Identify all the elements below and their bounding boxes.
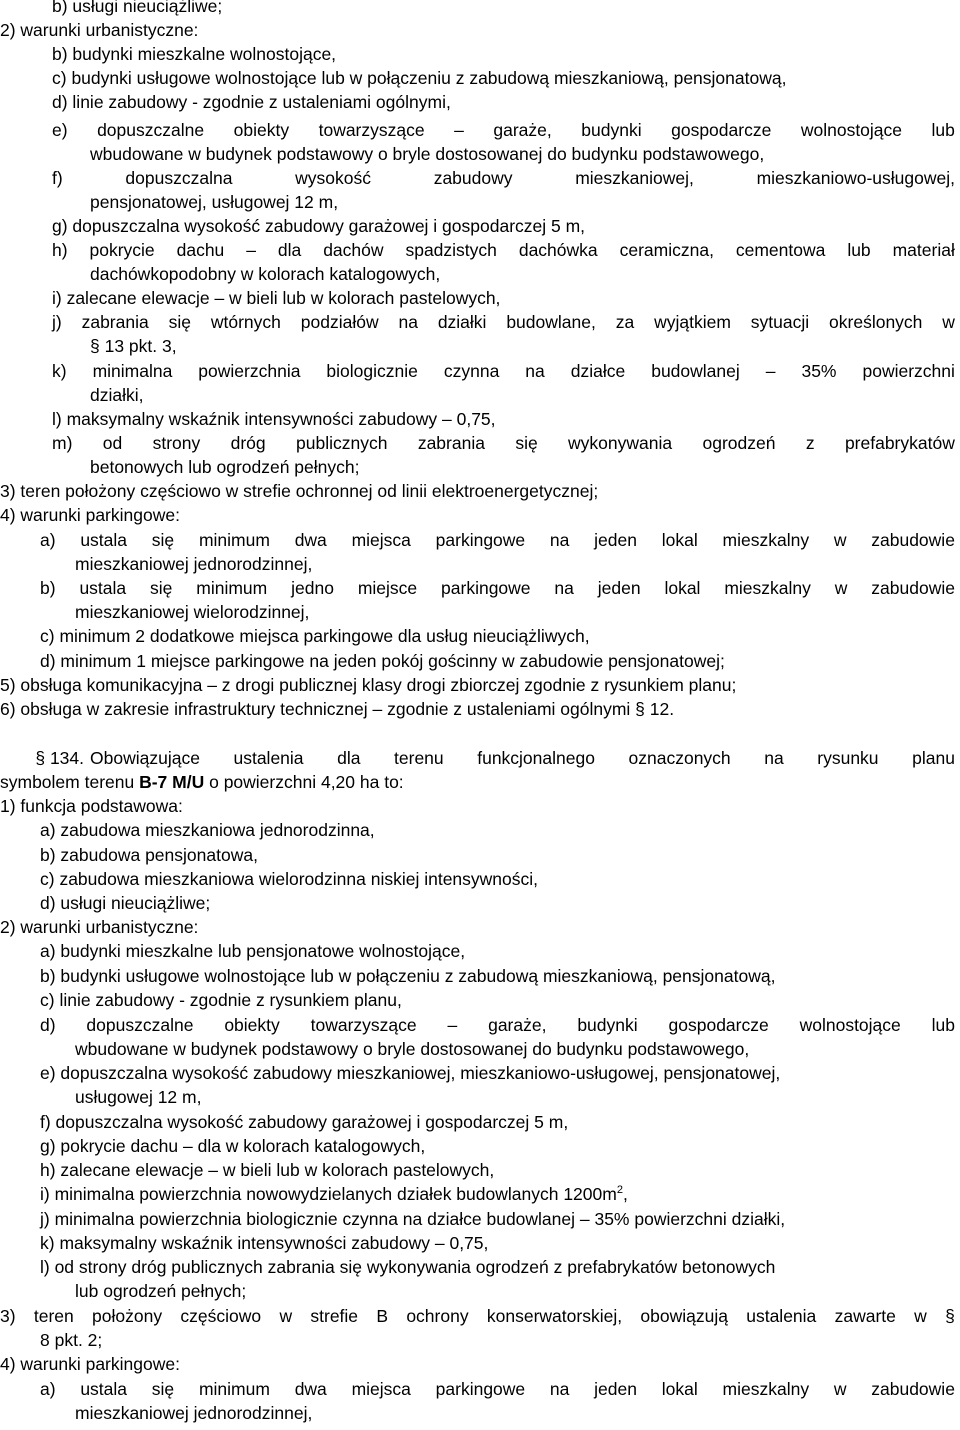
text-line: dachówkopodobny w kolorach katalogowych, [90, 264, 441, 284]
word: lub [931, 120, 955, 140]
text-line: d) minimum 1 miejsce parkingowe na jeden pokój gościnny w zabudowie pensjonatowej; [40, 651, 725, 671]
word: się [151, 1379, 175, 1399]
text-line: a) budynki mieszkalne lub pensjonatowe wolnostojące, [40, 941, 466, 961]
text-line: b) budynki usługowe wolnostojące lub w połączeniu z zabudową mieszkaniową, pensjonatową, [40, 966, 776, 986]
word: lokal [661, 1379, 698, 1399]
zone-symbol: B-7 M/U [139, 772, 205, 792]
text-line: k) maksymalny wskaźnik intensywności zabudowy – 0,75, [40, 1233, 489, 1253]
text-line: g) pokrycie dachu – dla w kolorach katalogowych, [40, 1136, 426, 1156]
text-line [0, 1305, 955, 1327]
word: lub [931, 1015, 955, 1035]
text-line: działki, [90, 385, 144, 405]
word: planu [912, 748, 955, 768]
word: budowlane, [506, 312, 596, 332]
word: wolnostojące [799, 1015, 901, 1035]
word: zabrania [417, 433, 485, 453]
word: zabudowie [871, 578, 955, 598]
text-line: e) dopuszczalna wysokość zabudowy mieszkaniowej, mieszkaniowo-usługowej, pensjonatowej, [40, 1063, 781, 1083]
text-segment: i) minimalna powierzchnia nowowydzielanych działek budowlanych 1200m [40, 1184, 617, 1204]
word: oznaczonych [628, 748, 731, 768]
word: a) [40, 530, 56, 550]
word: wolnostojące [800, 120, 903, 140]
word: strefie [310, 1306, 359, 1326]
word: ochrony [406, 1306, 469, 1326]
text-line: 5) obsługa komunikacyjna – z drogi publicznej klasy drogi zbiorczej zgodnie z rysunkiem planu; [0, 675, 737, 695]
word: 35% [801, 361, 837, 381]
text-line [52, 311, 955, 333]
word: m) [52, 433, 73, 453]
text-line: b) budynki mieszkalne wolnostojące, [52, 44, 337, 64]
word: j) [52, 312, 62, 332]
text-line: 6) obsługa w zakresie infrastruktury technicznej – zgodnie z ustaleniami ogólnymi § 12. [0, 699, 675, 719]
word: § [945, 1306, 955, 1326]
section-heading [0, 747, 955, 769]
word: na [764, 748, 784, 768]
text-line: i) zalecane elewacje – w bieli lub w kolorach pastelowych, [52, 288, 501, 308]
word: mieszkalny [722, 530, 810, 550]
word: działce [570, 361, 626, 381]
word: w [834, 578, 848, 598]
word: 3) [0, 1306, 16, 1326]
word: budynki [577, 1015, 638, 1035]
word: wysokość [295, 168, 371, 188]
word: gospodarcze [671, 120, 772, 140]
word: na [398, 312, 418, 332]
text-line: d) linie zabudowy - zgodnie z ustaleniami ogólnymi, [52, 92, 451, 112]
text-line: g) dopuszczalna wysokość zabudowy garażowej i gospodarczej 5 m, [52, 216, 586, 236]
word: z [805, 433, 815, 453]
text-line [52, 167, 955, 189]
word: w [279, 1306, 293, 1326]
word: jeden [597, 578, 641, 598]
word: dróg [230, 433, 266, 453]
word: h) [52, 240, 68, 260]
word: strony [152, 433, 201, 453]
text-line: 4) warunki parkingowe: [0, 505, 180, 525]
word: częściowo [180, 1306, 262, 1326]
text-line: h) zalecane elewacje – w bieli lub w kolorach pastelowych, [40, 1160, 495, 1180]
word: wyjątkiem [654, 312, 731, 332]
word: powierzchni [862, 361, 955, 381]
word: zabudowy [433, 168, 513, 188]
word: dwa [294, 530, 327, 550]
word: d) [40, 1015, 56, 1035]
word: zabudowie [871, 1379, 955, 1399]
word: b) [40, 578, 56, 598]
word: teren [33, 1306, 74, 1326]
text-line [52, 360, 955, 382]
word: jeden [594, 530, 637, 550]
word: położony [92, 1306, 163, 1326]
word: obiekty [233, 120, 290, 140]
text-line: § 13 pkt. 3, [90, 336, 177, 356]
word: czynna [443, 361, 500, 381]
text-line: usługowej 12 m, [75, 1087, 202, 1107]
word: w [942, 312, 955, 332]
text-line: l) od strony dróg publicznych zabrania się wykonywania ogrodzeń z prefabrykatów betonowych [40, 1257, 776, 1277]
word: podziałów [300, 312, 379, 332]
text-line: 3) teren położony częściowo w strefie ochronnej od linii elektroenergetycznej; [0, 481, 599, 501]
word: się [150, 578, 173, 598]
word: na [525, 361, 545, 381]
word: jeden [594, 1379, 637, 1399]
word: a) [40, 1379, 56, 1399]
word: spadzistych [405, 240, 497, 260]
word: jedno [291, 578, 334, 598]
text-line: 2) warunki urbanistyczne: [0, 917, 199, 937]
text-line [40, 1014, 955, 1036]
text-line: a) zabudowa mieszkaniowa jednorodzinna, [40, 820, 375, 840]
section-intro [90, 747, 955, 769]
text-line [40, 577, 955, 599]
word: zabudowie [871, 530, 955, 550]
text-line: c) zabudowa mieszkaniowa wielorodzinna niskiej intensywności, [40, 869, 539, 889]
word: ceramiczna, [619, 240, 714, 260]
word: dla [337, 748, 361, 768]
word: parkingowe [435, 530, 526, 550]
word: dopuszczalna [125, 168, 233, 188]
word: powierzchnia [198, 361, 301, 381]
text-line: j) minimalna powierzchnia biologicznie czynna na działce budowlanej – 35% powierzchni działki, [40, 1209, 786, 1229]
text-line: b) zabudowa pensjonatowa, [40, 845, 258, 865]
text-line: lub ogrodzeń pełnych; [75, 1281, 247, 1301]
word: minimum [198, 530, 270, 550]
text-line: c) minimum 2 dodatkowe miejsca parkingowe dla usług nieuciążliwych, [40, 626, 590, 646]
word: – [447, 1015, 458, 1035]
word: materiał [892, 240, 955, 260]
text-line: wbudowane w budynek podstawowy o bryle dostosowanej do budynku podstawowego, [90, 144, 765, 164]
text-line [52, 432, 955, 454]
word: na [554, 578, 574, 598]
word: zabrania [81, 312, 149, 332]
text-line: c) linie zabudowy - zgodnie z rysunkiem planu, [40, 990, 402, 1010]
text-line [40, 529, 955, 551]
word: pokrycie [89, 240, 155, 260]
word: określonych [829, 312, 923, 332]
text-line: l) maksymalny wskaźnik intensywności zabudowy – 0,75, [52, 409, 496, 429]
word: parkingowe [435, 1379, 526, 1399]
word: lokal [661, 530, 698, 550]
word: B [376, 1306, 389, 1326]
word: miejsca [351, 530, 411, 550]
text-line [52, 119, 955, 141]
text-line: betonowych lub ogrodzeń pełnych; [90, 457, 360, 477]
text-line: mieszkaniowej wielorodzinnej, [75, 602, 310, 622]
word: dopuszczalne [86, 1015, 194, 1035]
text-line: 1) funkcja podstawowa: [0, 796, 183, 816]
text-line: 8 pkt. 2; [40, 1330, 103, 1350]
word: obiekty [224, 1015, 280, 1035]
word: – [454, 120, 464, 140]
text-segment: , [622, 1184, 628, 1204]
word: budynki [581, 120, 642, 140]
word: zawarte [834, 1306, 896, 1326]
word: na [549, 1379, 570, 1399]
word: terenu [394, 748, 444, 768]
word: cementowa [735, 240, 826, 260]
word: minimum [198, 1379, 270, 1399]
word: funkcjonalnego [477, 748, 595, 768]
word: wykonywania [568, 433, 673, 453]
text-line: c) budynki usługowe wolnostojące lub w połączeniu z zabudową mieszkaniową, pensjonatową, [52, 68, 787, 88]
text-line: 2) warunki urbanistyczne: [0, 20, 199, 40]
word: miejsca [351, 1379, 411, 1399]
word: ogrodzeń [702, 433, 776, 453]
word: lokal [664, 578, 701, 598]
word: publicznych [296, 433, 388, 453]
word: na [549, 530, 570, 550]
word: w [833, 1379, 847, 1399]
word: w [914, 1306, 927, 1326]
word: dachu [176, 240, 225, 260]
word: działki [437, 312, 487, 332]
word: ustala [80, 1379, 128, 1399]
word: w [833, 530, 847, 550]
word: towarzyszące [310, 1015, 417, 1035]
word: sytuacji [750, 312, 810, 332]
word: garaże, [488, 1015, 547, 1035]
word: obowiązują [640, 1306, 728, 1326]
word: konserwatorskiej, [486, 1306, 623, 1326]
text-line: f) dopuszczalna wysokość zabudowy garażowej i gospodarczej 5 m, [40, 1112, 569, 1132]
word: rysunku [817, 748, 879, 768]
text-line [40, 1183, 628, 1205]
word: ustalenia [746, 1306, 817, 1326]
word: – [765, 361, 776, 381]
word: gospodarcze [668, 1015, 769, 1035]
word: mieszkaniowej, [575, 168, 694, 188]
word: lub [847, 240, 871, 260]
word: – [246, 240, 256, 260]
word: dla [277, 240, 302, 260]
word: minimum [196, 578, 268, 598]
word: parkingowe [441, 578, 531, 598]
word: towarzyszące [318, 120, 425, 140]
section-number: § 134. [35, 748, 84, 768]
word: wtórnych [210, 312, 281, 332]
word: miejsce [357, 578, 418, 598]
word: dachów [323, 240, 384, 260]
word: ustalenia [233, 748, 304, 768]
word: ustala [79, 578, 127, 598]
word: f) [52, 168, 63, 188]
word: dwa [294, 1379, 327, 1399]
text-line: mieszkaniowej jednorodzinnej, [75, 1403, 313, 1423]
word: k) [52, 361, 67, 381]
word: się [515, 433, 538, 453]
word: od [102, 433, 123, 453]
word: za [615, 312, 635, 332]
word: ustala [80, 530, 128, 550]
word: się [151, 530, 175, 550]
superscript: 2 [616, 1184, 623, 1197]
word: biologicznie [326, 361, 418, 381]
word: mieszkaniowo-usługowej, [756, 168, 955, 188]
word: e) [52, 120, 68, 140]
text-segment: o powierzchni 4,20 ha to: [204, 772, 404, 792]
text-line: wbudowane w budynek podstawowy o bryle dostosowanej do budynku podstawowego, [75, 1039, 750, 1059]
text-line [0, 771, 404, 793]
word: Obowiązujące [90, 748, 200, 768]
word: prefabrykatów [844, 433, 955, 453]
text-segment: symbolem terenu [0, 772, 140, 792]
text-line: pensjonatowej, usługowej 12 m, [90, 192, 339, 212]
word: dopuszczalne [97, 120, 205, 140]
word: mieszkalny [722, 1379, 810, 1399]
text-line [40, 1378, 955, 1400]
word: budowlanej [651, 361, 740, 381]
word: minimalna [92, 361, 173, 381]
text-line: 4) warunki parkingowe: [0, 1354, 180, 1374]
word: mieszkalny [724, 578, 811, 598]
text-line: b) usługi nieuciążliwe; [52, 0, 223, 16]
word: garaże, [493, 120, 552, 140]
text-line [52, 239, 955, 261]
word: dachówka [518, 240, 598, 260]
text-line: d) usługi nieuciążliwe; [40, 893, 211, 913]
word: się [168, 312, 191, 332]
text-line: mieszkaniowej jednorodzinnej, [75, 554, 313, 574]
